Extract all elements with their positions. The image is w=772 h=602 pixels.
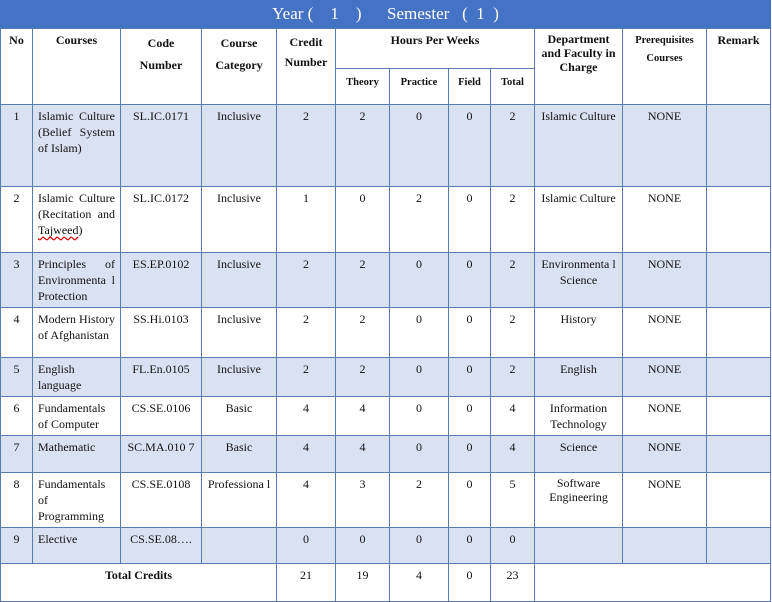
row-department: Islamic Culture — [535, 105, 623, 187]
row-practice: 0 — [390, 397, 449, 436]
row-practice: 2 — [390, 473, 449, 528]
total-credits-label: Total Credits — [1, 564, 277, 602]
row-course: Elective — [33, 528, 121, 564]
row-field: 0 — [449, 105, 491, 187]
semester-value: 1 — [476, 4, 485, 23]
table-row — [1, 397, 771, 436]
row-prerequisites: NONE — [623, 308, 707, 358]
row-code: SL.IC.0171 — [121, 105, 202, 187]
row-prerequisites: NONE — [623, 105, 707, 187]
row-course: Fundamentals of Computer — [33, 397, 121, 436]
header-course-category: Course Category — [202, 29, 277, 105]
row-department: Islamic Culture — [535, 187, 623, 253]
row-department: English — [535, 358, 623, 397]
row-course: Principles of Environmenta l Protection — [33, 253, 121, 308]
row-theory: 4 — [336, 436, 390, 473]
row-category: Basic — [202, 397, 277, 436]
row-prerequisites: NONE — [623, 358, 707, 397]
semester-label: Semester — [387, 4, 450, 23]
row-credit: 0 — [277, 528, 336, 564]
row-code: ES.EP.0102 — [121, 253, 202, 308]
header-remark: Remark — [707, 29, 771, 105]
header-row — [1, 29, 771, 69]
table-row — [1, 358, 771, 397]
row-prerequisites: NONE — [623, 187, 707, 253]
total-row-blank — [535, 564, 771, 602]
year-label: Year — [272, 4, 304, 23]
row-department: Environmenta l Science — [535, 253, 623, 308]
row-credit: 4 — [277, 473, 336, 528]
row-total: 2 — [491, 187, 535, 253]
row-field: 0 — [449, 528, 491, 564]
row-practice: 0 — [390, 358, 449, 397]
row-code: CS.SE.0106 — [121, 397, 202, 436]
row-field: 0 — [449, 358, 491, 397]
row-category: Inclusive — [202, 187, 277, 253]
header-credit-number: Credit Number — [277, 29, 336, 105]
row-total: 2 — [491, 105, 535, 187]
row-practice: 0 — [390, 253, 449, 308]
row-no: 6 — [1, 397, 33, 436]
row-department — [535, 528, 623, 564]
year-close-paren: ) — [355, 4, 362, 23]
row-field: 0 — [449, 187, 491, 253]
row-total: 5 — [491, 473, 535, 528]
row-code: SS.Hi.0103 — [121, 308, 202, 358]
table-title — [0, 0, 771, 28]
row-course-flagged-word: Tajweed — [38, 223, 79, 237]
row-course: Islamic Culture (Belief System of Islam) — [33, 105, 121, 187]
table-row — [1, 187, 771, 253]
row-total: 2 — [491, 308, 535, 358]
row-theory: 0 — [336, 528, 390, 564]
total-row — [1, 564, 771, 602]
row-category: Inclusive — [202, 358, 277, 397]
curriculum-table — [0, 28, 771, 602]
row-no: 8 — [1, 473, 33, 528]
row-code: FL.En.0105 — [121, 358, 202, 397]
row-credit: 2 — [277, 358, 336, 397]
table-row — [1, 528, 771, 564]
row-total: 0 — [491, 528, 535, 564]
row-remark — [707, 397, 771, 436]
row-credit: 4 — [277, 397, 336, 436]
row-field: 0 — [449, 397, 491, 436]
row-remark — [707, 436, 771, 473]
table-row — [1, 253, 771, 308]
total-field: 0 — [449, 564, 491, 602]
row-category — [202, 528, 277, 564]
row-prerequisites: NONE — [623, 253, 707, 308]
row-category: Basic — [202, 436, 277, 473]
row-code: CS.SE.08…. — [121, 528, 202, 564]
row-course: Mathematic — [33, 436, 121, 473]
row-credit: 1 — [277, 187, 336, 253]
row-total: 4 — [491, 397, 535, 436]
row-category: Professiona l — [202, 473, 277, 528]
row-practice: 0 — [390, 436, 449, 473]
header-total: Total — [491, 69, 535, 105]
row-course: English language — [33, 358, 121, 397]
row-remark — [707, 308, 771, 358]
row-theory: 2 — [336, 253, 390, 308]
row-field: 0 — [449, 473, 491, 528]
row-prerequisites: NONE — [623, 436, 707, 473]
total-practice: 4 — [390, 564, 449, 602]
row-practice: 0 — [390, 105, 449, 187]
row-practice: 0 — [390, 528, 449, 564]
row-course: Fundamentals of Programming — [33, 473, 121, 528]
row-theory: 2 — [336, 105, 390, 187]
row-prerequisites — [623, 528, 707, 564]
row-practice: 0 — [390, 308, 449, 358]
row-remark — [707, 187, 771, 253]
row-department: History — [535, 308, 623, 358]
row-no: 5 — [1, 358, 33, 397]
table-row — [1, 436, 771, 473]
row-credit: 4 — [277, 436, 336, 473]
row-theory: 4 — [336, 397, 390, 436]
row-code: SL.IC.0172 — [121, 187, 202, 253]
row-theory: 2 — [336, 358, 390, 397]
row-field: 0 — [449, 308, 491, 358]
row-remark — [707, 473, 771, 528]
row-code: SC.MA.010 7 — [121, 436, 202, 473]
row-prerequisites: NONE — [623, 397, 707, 436]
total-theory: 19 — [336, 564, 390, 602]
row-total: 2 — [491, 358, 535, 397]
row-no: 7 — [1, 436, 33, 473]
row-course: Modern History of Afghanistan — [33, 308, 121, 358]
header-field: Field — [449, 69, 491, 105]
row-remark — [707, 358, 771, 397]
row-department: Information Technology — [535, 397, 623, 436]
header-code-number: Code Number — [121, 29, 202, 105]
header-department: Department and Faculty in Charge — [535, 29, 623, 105]
row-course — [33, 187, 121, 253]
row-course-end: ) — [78, 223, 83, 237]
row-category: Inclusive — [202, 105, 277, 187]
row-category: Inclusive — [202, 308, 277, 358]
row-remark — [707, 528, 771, 564]
row-course-text: Islamic Culture (Recitation and — [38, 191, 115, 221]
row-category: Inclusive — [202, 253, 277, 308]
semester-close-paren: ) — [493, 4, 499, 23]
header-hours-per-weeks: Hours Per Weeks — [336, 29, 535, 69]
row-credit: 2 — [277, 308, 336, 358]
row-no: 3 — [1, 253, 33, 308]
row-remark — [707, 105, 771, 187]
total-credit: 21 — [277, 564, 336, 602]
row-field: 0 — [449, 253, 491, 308]
year-value: 1 — [330, 4, 339, 23]
row-no: 9 — [1, 528, 33, 564]
row-total: 2 — [491, 253, 535, 308]
row-theory: 2 — [336, 308, 390, 358]
table-row — [1, 308, 771, 358]
row-no: 1 — [1, 105, 33, 187]
year-open-paren: ( — [307, 4, 314, 23]
header-courses: Courses — [33, 29, 121, 105]
row-credit: 2 — [277, 105, 336, 187]
header-no: No — [1, 29, 33, 105]
header-prerequisites: Prerequisites Courses — [623, 29, 707, 105]
row-department: Science — [535, 436, 623, 473]
header-theory: Theory — [336, 69, 390, 105]
row-code: CS.SE.0108 — [121, 473, 202, 528]
row-no: 2 — [1, 187, 33, 253]
row-total: 4 — [491, 436, 535, 473]
row-credit: 2 — [277, 253, 336, 308]
row-theory: 0 — [336, 187, 390, 253]
table-row — [1, 473, 771, 528]
table-row — [1, 105, 771, 187]
row-field: 0 — [449, 436, 491, 473]
row-no: 4 — [1, 308, 33, 358]
row-prerequisites: NONE — [623, 473, 707, 528]
row-theory: 3 — [336, 473, 390, 528]
semester-open-paren: ( — [462, 4, 468, 23]
row-practice: 2 — [390, 187, 449, 253]
total-hours: 23 — [491, 564, 535, 602]
header-practice: Practice — [390, 69, 449, 105]
row-department: Software Engineering — [535, 473, 623, 528]
row-remark — [707, 253, 771, 308]
